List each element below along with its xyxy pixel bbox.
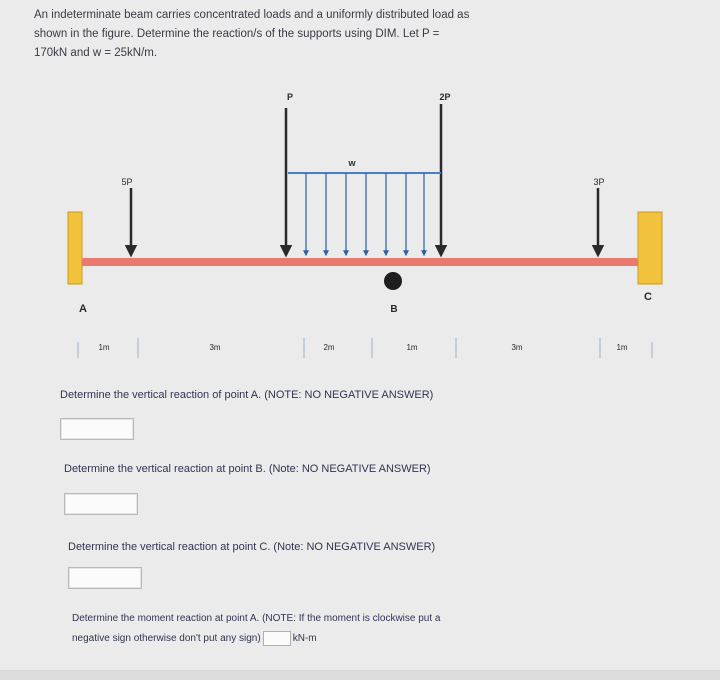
- question-moment-a-line-1: Determine the moment reaction at point A. (NOTE: If the moment is clockwise put a: [72, 613, 441, 624]
- support-a-label: A: [79, 303, 87, 315]
- dim-5: 3m: [511, 343, 523, 352]
- dimension-ticks: [78, 338, 652, 358]
- answer-field-reaction-b[interactable]: [64, 493, 138, 515]
- beam: [82, 258, 638, 266]
- question-moment-a: [72, 609, 441, 649]
- problem-line-1: An indeterminate beam carries concentrated loads and a uniformly distributed load as: [34, 9, 470, 21]
- problem-statement: [34, 6, 694, 63]
- support-b-pin: [384, 272, 402, 290]
- question-reaction-b: Determine the vertical reaction at point B. (Note: NO NEGATIVE ANSWER): [64, 463, 431, 475]
- load-3p-label: 3P: [593, 177, 605, 187]
- answer-field-reaction-c[interactable]: [68, 567, 142, 589]
- support-c-label: C: [644, 291, 652, 303]
- dim-3: 2m: [323, 343, 335, 352]
- answer-field-reaction-a[interactable]: [60, 418, 134, 440]
- dim-4: 1m: [406, 343, 418, 352]
- support-c-wall: [638, 212, 662, 284]
- question-reaction-a: Determine the vertical reaction of point A. (NOTE: NO NEGATIVE ANSWER): [60, 389, 434, 401]
- load-2p-label: 2P: [439, 92, 451, 102]
- question-reaction-c: Determine the vertical reaction at point C. (Note: NO NEGATIVE ANSWER): [68, 541, 436, 553]
- load-p-label: P: [286, 92, 294, 102]
- question-moment-a-line-2-row: [72, 629, 441, 649]
- load-5p-label: 5P: [121, 177, 133, 187]
- beam-diagram: [0, 80, 720, 370]
- answer-field-moment-a[interactable]: [263, 631, 291, 646]
- problem-line-2: shown in the figure. Determine the reaction/s of the supports using DIM. Let P =: [34, 28, 440, 40]
- dim-2: 3m: [209, 343, 221, 352]
- udl-w-label: w: [348, 158, 356, 168]
- problem-line-3: 170kN and w = 25kN/m.: [34, 47, 158, 59]
- support-a-wall: [68, 212, 82, 284]
- support-b-label: B: [390, 304, 398, 315]
- moment-unit: kN-m: [292, 633, 317, 644]
- dim-6: 1m: [616, 343, 628, 352]
- question-moment-a-line-2: negative sign otherwise don't put any sign): [72, 633, 261, 644]
- bottom-strip: [0, 670, 720, 680]
- dim-1: 1m: [98, 343, 110, 352]
- udl-w-load: [288, 173, 441, 255]
